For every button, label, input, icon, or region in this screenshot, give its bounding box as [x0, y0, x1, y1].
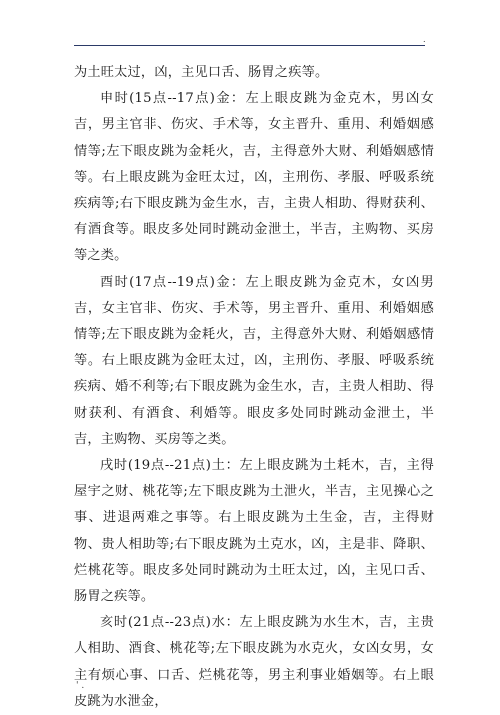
document-body: [74, 60, 434, 715]
footer-mark: ' .: [76, 681, 85, 691]
paragraph-you-hour: 酉时(17点--19点)金：左上眼皮跳为金克木，女凶男吉，女主官非、伤灾、手术等，男主晋升、重用、利婚姻感情等;左下眼皮跳为金耗火，吉，主得意外大财、利婚姻感情等。右上眼皮跳为金旺太过，凶，主刑伤、孝服、呼吸系统疾病、婚不利等;右下眼皮跳为金生水，吉，主贵人相助、得财获利、有酒食、利婚等。眼皮多处同时跳动金泄土，半吉，主购物、买房等之类。: [74, 274, 434, 447]
paragraph-shen-hour: 申时(15点--17点)金：左上眼皮跳为金克木，男凶女吉，男主官非、伤灾、手术等，女主晋升、重用、利婚姻感情等;左下眼皮跳为金耗火，吉，主得意外大财、利婚姻感情等。右上眼皮跳为金旺太过，凶，主刑伤、孝服、呼吸系统疾病等;右下眼皮跳为金生水，吉，主贵人相助、得财获利、有酒食等。眼皮多处同时跳动金泄土，半吉，主购物、买房等之类。: [74, 91, 434, 264]
paragraph-hai-hour: 亥时(21点--23点)水：左上眼皮跳为水生木，吉，主贵人相助、酒食、桃花等;左下眼皮跳为水克火，女凶女男，女主有烦心事、口舌、烂桃花等，男主利事业婚姻等。右上眼皮跳为水泄金，: [74, 615, 434, 709]
paragraph-xu-hour: 戌时(19点--21点)土：左上眼皮跳为土耗木，吉，主得屋宇之财、桃花等;左下眼皮跳为土泄火，半吉，主见操心之事、进退两难之事等。右上眼皮跳为土生金，吉，主得财物、贵人相助等;右下眼皮跳为土克水，凶，主是非、降职、烂桃花等。眼皮多处同时跳动为土旺太过，凶，主见口舌、肠胃之疾等。: [74, 458, 434, 605]
header-corner-mark: .: [423, 35, 426, 44]
header-rule: [74, 45, 425, 46]
paragraph-continuation: 为土旺太过，凶，主见口舌、肠胃之疾等。: [74, 65, 329, 80]
